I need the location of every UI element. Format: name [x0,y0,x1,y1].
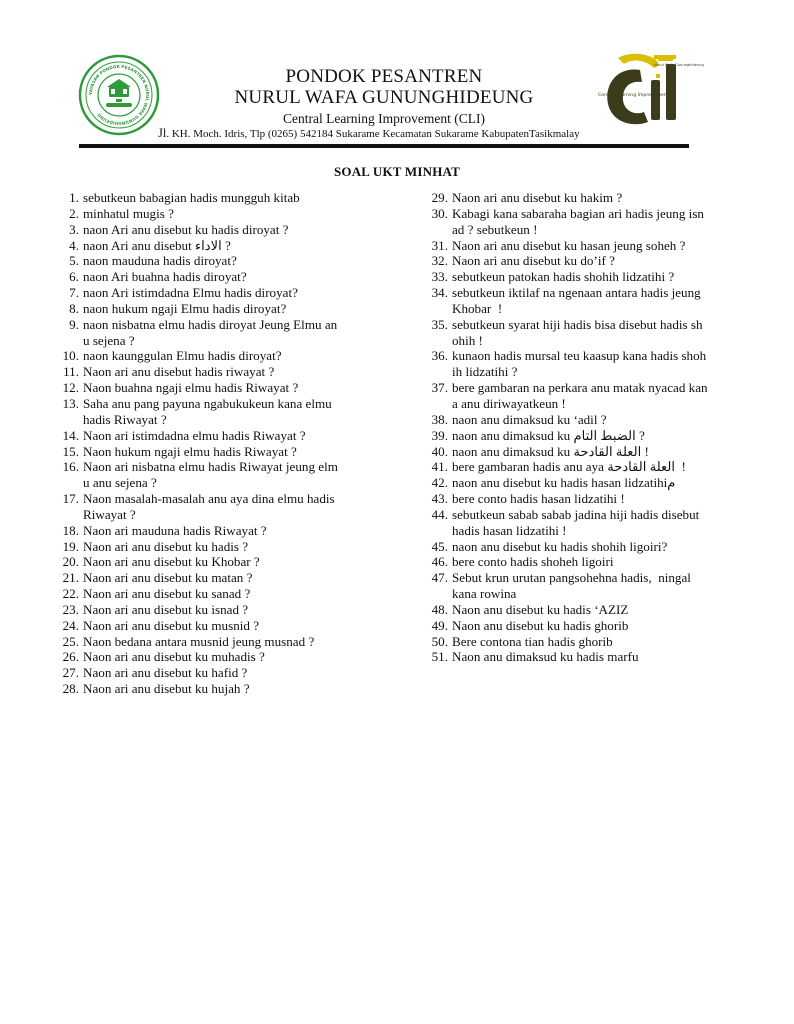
question-item [424,412,734,428]
question-number: 31. [431,237,448,253]
question-number: 41. [431,459,448,475]
question-item [55,269,363,285]
question-text: bere gambaran na perkara anu matak nyacad kan a anu diriwayatkeun ! [452,380,708,411]
cli-logo-caption: Central Learning Improvement [598,93,669,98]
question-item [55,222,363,238]
question-text: Naon ari anu disebut ku hakim ? [452,190,623,205]
question-number: 9. [69,316,79,332]
question-item [55,301,363,317]
question-text: Naon ari anu disebut hadis riwayat ? [83,364,275,380]
question-item [55,285,363,301]
question-text: sebutkeun sabab sabab jadina hiji hadis disebut hadis hasan lidzatihi ! [452,506,700,538]
question-text: naon anu dimaksud ku ‘adil ? [452,411,607,427]
question-number: 40. [431,443,448,459]
question-item [55,206,363,222]
question-number: 24. [62,617,79,633]
question-item [424,491,734,507]
question-item [55,539,363,555]
question-text: Naon anu disebut ku hadis ghorib [452,617,629,633]
question-text: naon anu dimaksud ku العلة القادحة ! [452,443,649,459]
question-text: Naon bedana antara musnid jeung musnad ? [83,633,315,649]
question-item [424,618,734,634]
question-item [55,665,363,681]
question-item [55,586,363,602]
question-number: 20. [62,554,79,570]
question-number: 17. [62,491,79,507]
question-item [55,238,363,254]
question-number: 51. [431,649,448,665]
question-item [55,190,363,206]
question-text: Naon ari anu disebut ku Khobar ? [83,554,260,570]
question-number: 19. [62,538,79,554]
question-number: 6. [69,269,79,285]
question-text: sebutkeun babagian hadis mungguh kitab [83,190,300,205]
question-text: Kabagi kana sabaraha bagian ari hadis jeung isn ad ? sebutkeun ! [452,205,704,237]
question-number: 14. [62,427,79,443]
question-item [424,317,734,349]
question-text: naon nisbatna elmu hadis diroyat Jeung Elmu an u sejena ? [83,316,338,348]
question-number: 7. [69,285,79,301]
question-text: minhatul mugis ? [83,205,174,221]
question-text: naon Ari buahna hadis diroyat? [83,269,247,285]
question-number: 2. [69,205,79,221]
question-item [55,396,363,428]
question-item [55,491,363,523]
document-title: SOAL UKT MINHAT [333,164,461,179]
question-number: 5. [69,253,79,269]
institution-name-line2: NURUL WAFA GUNUNGHIDEUNG [234,87,534,108]
question-list-right [424,190,734,665]
seal-text: YAYASAN PONDOK PESANTREN NURUL WAFA GUNUNGHIDEUNG [87,63,151,127]
question-text: Naon ari anu disebut ku musnid ? [83,617,260,633]
question-number: 10. [62,348,79,364]
question-text: sebutkeun syarat hiji hadis bisa disebut hadis sh ohih ! [452,316,703,348]
question-text: Bere contona tian hadis ghorib [452,633,613,649]
question-text: kunaon hadis mursal teu kaasup kana hadis shoh ih lidzatihi ? [452,348,707,380]
question-item [424,459,734,475]
question-number: 4. [69,237,79,253]
question-text: naon anu dimaksud ku الضبط التام ? [452,427,645,443]
question-text: Naon anu disebut ku hadis ‘AZIZ [452,601,629,617]
question-text: naon kaunggulan Elmu hadis diroyat? [83,348,282,364]
question-item [55,364,363,380]
question-text: bere conto hadis hasan lidzatihi ! [452,491,625,507]
question-item [424,634,734,650]
question-number: 23. [62,601,79,617]
question-item [424,348,734,380]
question-text: Naon ari anu disebut ku sanad ? [83,586,251,602]
question-item [55,317,363,349]
question-number: 27. [62,665,79,681]
question-item [424,190,734,206]
question-item [55,523,363,539]
question-number: 29. [431,190,448,205]
question-number: 16. [62,459,79,475]
question-item [55,380,363,396]
letterhead [0,0,768,160]
address-text: . KH. Moch. Idris, Tlp (0265) 542184 Sukarame Kecamatan Sukarame KabupatenTasikmalay [166,128,580,140]
question-text: Naon hukum ngaji elmu hadis Riwayat ? [83,443,297,459]
question-number: 43. [431,491,448,507]
question-item [55,570,363,586]
question-number: 13. [62,395,79,411]
question-number: 8. [69,300,79,316]
question-list-left [55,190,363,697]
question-item [424,649,734,665]
question-item [424,507,734,539]
question-item [55,428,363,444]
question-text: Saha anu pang payuna ngabukukeun kana elmu hadis Riwayat ? [83,395,332,427]
question-number: 34. [431,285,448,301]
question-item [55,444,363,460]
question-text: Naon ari anu disebut ku isnad ? [83,601,249,617]
cli-logo-tag: Nurul Wafa Gununghideung [654,63,704,67]
question-text: naon anu disebut ku hadis shohih ligoiri? [452,538,668,554]
question-number: 25. [62,633,79,649]
question-item [424,206,734,238]
question-number: 3. [69,221,79,237]
institution-address [158,126,618,141]
question-number: 35. [431,316,448,332]
question-number: 12. [62,380,79,396]
question-number: 1. [69,190,79,205]
question-text: Naon ari anu disebut ku do’if ? [452,253,615,269]
question-item [55,618,363,634]
question-item [424,539,734,555]
question-text: sebutkeun patokan hadis shohih lidzatihi ? [452,269,675,285]
question-number: 38. [431,411,448,427]
question-text: naon mauduna hadis diroyat? [83,253,237,269]
question-number: 11. [63,364,79,380]
question-item [424,602,734,618]
question-text: bere gambaran hadis anu aya العلة القادحة ! [452,459,686,475]
question-item [55,554,363,570]
question-item [424,570,734,602]
question-number: 37. [431,380,448,396]
question-text: Naon ari anu disebut ku hujah ? [83,681,250,697]
question-text: naon hukum ngaji Elmu hadis diroyat? [83,300,287,316]
question-item [424,554,734,570]
question-number: 42. [431,475,448,491]
question-text: naon Ari anu disebut ku hadis diroyat ? [83,221,289,237]
question-text: Naon ari mauduna hadis Riwayat ? [83,522,267,538]
question-item [424,444,734,460]
question-text: Naon ari anu disebut ku matan ? [83,570,253,586]
pesantren-seal-logo [78,54,160,136]
question-text: Naon ari anu disebut ku muhadis ? [83,649,265,665]
question-item [424,253,734,269]
question-number: 15. [62,443,79,459]
question-text: Naon ari anu disebut ku hadis ? [83,538,249,554]
question-number: 47. [431,570,448,586]
question-text: naon anu disebut ku hadis hasan lidzatihiم [452,475,676,491]
question-number: 50. [431,633,448,649]
question-text: Naon ari istimdadna elmu hadis Riwayat ? [83,427,306,443]
question-item [55,459,363,491]
institution-heading [150,66,618,128]
question-number: 18. [62,522,79,538]
question-text: Naon anu dimaksud ku hadis marfu [452,649,639,665]
institution-unit: Central Learning Improvement (CLI) [282,111,486,126]
question-text: Naon ari anu disebut ku hasan jeung soheh ? [452,237,686,253]
question-item [424,269,734,285]
question-number: 48. [431,601,448,617]
question-number: 26. [62,649,79,665]
question-item [424,238,734,254]
question-number: 39. [431,427,448,443]
question-item [424,428,734,444]
institution-name-line1: PONDOK PESANTREN [285,66,483,87]
question-text: Naon ari nisbatna elmu hadis Riwayat jeung elm u anu sejena ? [83,459,338,491]
question-text: naon Ari istimdadna Elmu hadis diroyat? [83,285,298,301]
question-text: Sebut krun urutan pangsohehna hadis, ningal kana rowina [452,570,691,602]
question-number: 32. [431,253,448,269]
question-number: 49. [431,617,448,633]
question-number: 22. [62,586,79,602]
question-item [424,475,734,491]
question-number: 33. [431,269,448,285]
question-item [55,348,363,364]
question-text: naon Ari anu disebut الاداء ? [83,237,231,253]
question-text: sebutkeun iktilaf na ngenaan antara hadis jeung Khobar ! [452,285,701,316]
question-item [55,253,363,269]
question-text: bere conto hadis shoheh ligoiri [452,554,614,570]
question-item [55,649,363,665]
address-prefix: Jl [158,126,167,140]
question-number: 46. [431,554,448,570]
question-text: Naon buahna ngaji elmu hadis Riwayat ? [83,380,299,396]
question-number: 30. [431,205,448,221]
question-number: 21. [62,570,79,586]
question-item [55,634,363,650]
question-text: Naon masalah-masalah anu aya dina elmu hadis Riwayat ? [83,491,335,522]
question-item [55,681,363,697]
question-number: 28. [62,681,79,697]
question-item [424,380,734,412]
question-item [55,602,363,618]
question-number: 45. [431,538,448,554]
letterhead-divider [79,144,689,148]
question-number: 36. [431,348,448,364]
question-item [424,285,734,317]
question-number: 44. [431,506,448,522]
question-text: Naon ari anu disebut ku hafid ? [83,665,248,681]
